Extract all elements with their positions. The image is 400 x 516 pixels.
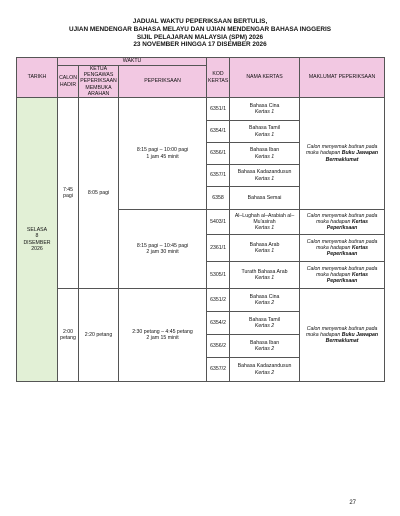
col-header-nama-kertas: NAMA KERTAS	[230, 58, 300, 98]
exam-schedule-table	[16, 57, 385, 382]
session1-exam-b	[119, 210, 207, 289]
col-header-calon-hadir: CALON HADIR	[58, 66, 79, 98]
note-text: Calon menyemak butiran pada muka hadapan	[306, 265, 378, 278]
note-text: Calon menyemak butiran pada muka hadapan	[305, 325, 378, 338]
col-header-kod-kertas: KOD KERTAS	[207, 58, 230, 98]
session1-calon-hadir: 7:45 pagi	[58, 98, 79, 289]
kod-kertas: 6351/2	[207, 289, 230, 312]
note-bold: Buku Jawapan Bermaklumat	[325, 150, 379, 163]
page-number: 27	[349, 500, 356, 506]
nama-kertas	[230, 210, 300, 235]
kod-kertas: 6356/2	[207, 335, 230, 358]
paper-number: Kertas 2	[254, 369, 275, 376]
nama-kertas	[230, 289, 300, 312]
document-header	[0, 18, 400, 49]
exam-time: 2:30 petang – 4:45 petang	[132, 328, 193, 335]
kod-kertas: 6351/1	[207, 98, 230, 121]
session2-exam	[119, 289, 207, 382]
paper-number: Kertas 2	[254, 300, 275, 307]
kod-kertas: 6357/2	[207, 358, 230, 382]
session1-note-a	[300, 98, 385, 210]
nama-kertas	[230, 335, 300, 358]
note-cell	[300, 235, 385, 262]
paper-name: Bahasa Kadazandusun	[237, 363, 292, 370]
kod-kertas: 5403/1	[207, 210, 230, 235]
exam-b-duration: 2 jam 30 minit	[146, 249, 179, 256]
table-row	[17, 98, 385, 121]
nama-kertas	[230, 98, 300, 121]
note-text: Calon menyemak butiran pada muka hadapan	[306, 212, 378, 225]
paper-number: Kertas 1	[254, 153, 275, 160]
day-name: SELASA	[26, 227, 48, 234]
paper-number: Kertas 1	[254, 225, 275, 232]
paper-name: Turath Bahasa Arab	[241, 268, 288, 275]
table-header-row-1	[17, 58, 385, 66]
paper-name: Bahasa Iban	[249, 339, 280, 346]
session2-ketua-pengawas: 2:20 petang	[79, 289, 119, 382]
col-header-tarikh: TARIKH	[17, 58, 58, 98]
paper-name: Bahasa Tamil	[249, 125, 281, 132]
note-text: Calon menyemak butiran pada muka hadapan	[306, 238, 378, 251]
paper-number: Kertas 1	[254, 275, 275, 282]
nama-kertas	[230, 235, 300, 262]
kod-kertas: 6354/1	[207, 121, 230, 143]
day-month-year: DISEMBER 2026	[23, 239, 51, 252]
col-header-maklumat: MAKLUMAT PEPERIKSAAN	[300, 58, 385, 98]
header-line-4: 23 NOVEMBER HINGGA 17 DISEMBER 2026	[133, 41, 267, 49]
day-cell	[17, 98, 58, 382]
exam-duration: 2 jam 15 minit	[146, 335, 179, 342]
nama-kertas	[230, 312, 300, 335]
paper-name: Bahasa Cina	[249, 293, 280, 300]
paper-name: Bahasa Iban	[249, 147, 280, 154]
exam-b-time: 8:15 pagi – 10:45 pagi	[136, 242, 189, 249]
paper-number: Kertas 1	[254, 131, 275, 138]
day-date: 8	[35, 233, 39, 240]
kod-kertas: 5305/1	[207, 262, 230, 289]
header-line-3: SIJIL PELAJARAN MALAYSIA (SPM) 2026	[136, 33, 264, 41]
note-text: Calon menyemak butiran pada muka hadapan	[305, 144, 378, 157]
nama-kertas: Bahasa Semai	[230, 187, 300, 210]
note-cell	[300, 210, 385, 235]
paper-name: Bahasa Kadazandusun	[237, 169, 292, 176]
paper-number: Kertas 2	[254, 323, 275, 330]
kod-kertas: 6356/1	[207, 143, 230, 165]
note-bold: Kertas Peperiksaan	[326, 271, 368, 285]
table-row	[17, 289, 385, 312]
note-cell	[300, 262, 385, 289]
nama-kertas	[230, 121, 300, 143]
nama-kertas	[230, 143, 300, 165]
exam-a-time: 8:15 pagi – 10:00 pagi	[136, 147, 189, 154]
paper-name: Bahasa Cina	[249, 102, 280, 109]
col-header-peperiksaan: PEPERIKSAAN	[119, 66, 207, 98]
kod-kertas: 2361/1	[207, 235, 230, 262]
paper-number: Kertas 1	[254, 109, 275, 116]
kod-kertas: 6358	[207, 187, 230, 210]
col-header-waktu: WAKTU	[58, 58, 207, 66]
nama-kertas	[230, 358, 300, 382]
paper-number: Kertas 1	[254, 248, 275, 255]
note-bold: Buku Jawapan Bermaklumat	[325, 331, 379, 345]
paper-name: Al–Lughah al–Arabiah al– Mu'asirah	[234, 212, 295, 225]
paper-number: Kertas 2	[254, 346, 275, 353]
nama-kertas	[230, 165, 300, 187]
paper-number: Kertas 1	[254, 175, 275, 182]
exam-a-duration: 1 jam 45 minit	[146, 153, 179, 160]
col-header-ketua-pengawas: KETUA PENGAWAS PEPERIKSAAN MEMBUKA ARAHAN	[80, 66, 117, 97]
session2-note	[300, 289, 385, 382]
note-bold: Kertas Peperiksaan	[326, 244, 368, 258]
paper-name: Bahasa Arab	[249, 241, 280, 248]
header-line-1: JADUAL WAKTU PEPERIKSAAN BERTULIS,	[132, 18, 268, 25]
nama-kertas	[230, 262, 300, 289]
kod-kertas: 6354/2	[207, 312, 230, 335]
kod-kertas: 6357/1	[207, 165, 230, 187]
session1-exam-a	[119, 98, 207, 210]
paper-name: Bahasa Tamil	[249, 316, 281, 323]
session1-ketua-pengawas: 8:05 pagi	[79, 98, 119, 289]
session2-calon-hadir: 2:00 petang	[58, 289, 79, 382]
note-bold: Kertas Peperiksaan	[326, 218, 368, 232]
header-line-2: UJIAN MENDENGAR BAHASA MELAYU DAN UJIAN MENDENGAR BAHASA INGGERIS	[68, 25, 332, 33]
